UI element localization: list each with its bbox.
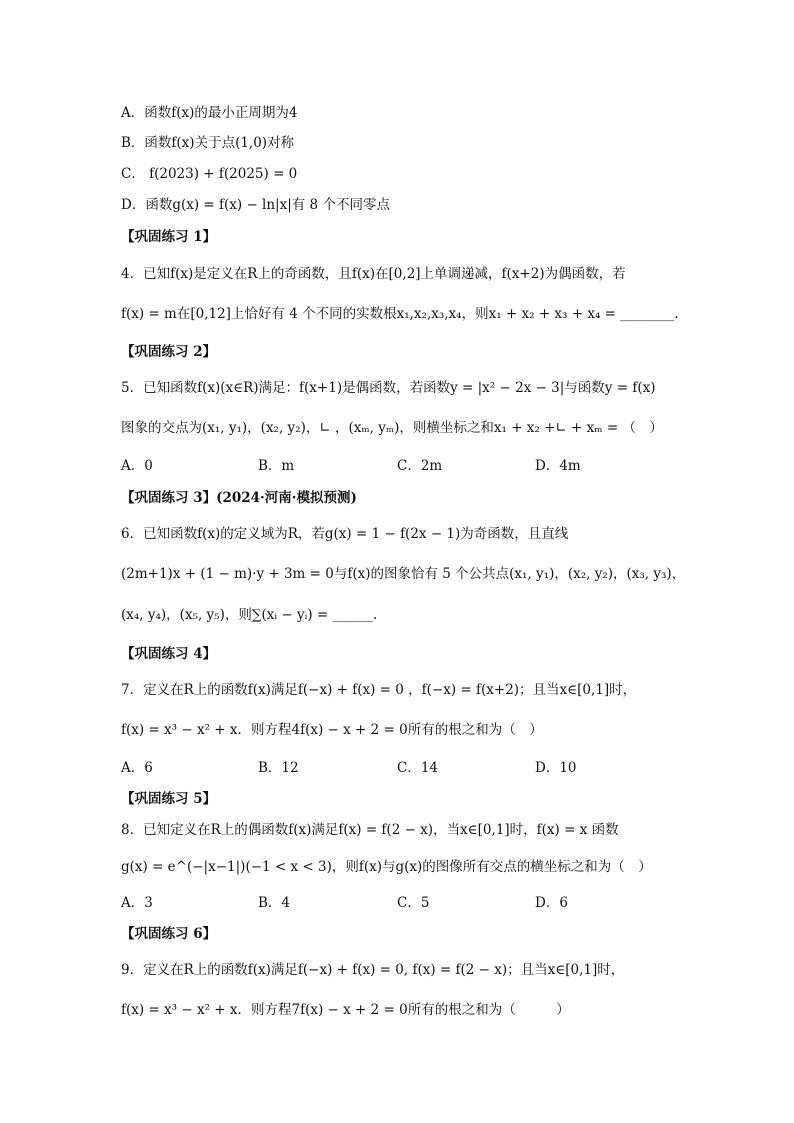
q8-option-b: B．4 bbox=[258, 895, 291, 911]
question-6-line-1: 6．已知函数f(x)的定义域为R，若g(x) = 1 − f(2x − 1)为奇函数，且直线 bbox=[121, 526, 569, 542]
question-5-line-2: 图象的交点为(x₁, y₁)，(x₂, y₂)，∟ ，(xₘ, yₘ)，则横坐标之和x₁ + x₂ +∟ + xₘ = （ ） bbox=[121, 420, 663, 436]
question-7-line-1: 7．定义在R上的函数f(x)满足f(−x) + f(x) = 0 ，f(−x) = f(x+2)；且当x∈[0,1]时， bbox=[121, 682, 637, 698]
q5-option-c: C．2m bbox=[397, 458, 443, 474]
question-8-line-2: g(x) = e^(−|x−1|)(−1 < x < 3)，则f(x)与g(x)的图像所有交点的横坐标之和为（ ） bbox=[121, 859, 652, 875]
question-6-line-3: (x₄, y₄)，(x₅, y₅)，则∑(xᵢ − yᵢ) = ______. bbox=[121, 607, 378, 623]
section-heading: 【巩固练习 6】 bbox=[121, 926, 217, 942]
q7-option-c: C．14 bbox=[397, 760, 439, 776]
q8-option-d: D．6 bbox=[535, 895, 568, 911]
section-heading: 【巩固练习 3】(2024·河南·模拟预测) bbox=[121, 490, 357, 506]
question-6-line-2: (2m+1)x + (1 − m)·y + 3m = 0与f(x)的图象恰有 5 个公共点(x₁, y₁)，(x₂, y₂)，(x₃, y₃)， bbox=[121, 566, 686, 582]
q8-option-c: C．5 bbox=[397, 895, 430, 911]
question-9-line-2: f(x) = x³ − x² + x．则方程7f(x) − x + 2 = 0所有的根之和为（ ） bbox=[121, 1002, 570, 1018]
choice-b: B．函数f(x)关于点(1,0)对称 bbox=[121, 135, 295, 151]
question-8-line-1: 8．已知定义在R上的偶函数f(x)满足f(x) = f(2 − x)，当x∈[0,1]时，f(x) = x 函数 bbox=[121, 822, 619, 838]
question-5-line-1: 5．已知函数f(x)(x∈R)满足：f(x+1)是偶函数，若函数y = |x² − 2x − 3|与函数y = f(x) bbox=[121, 380, 656, 396]
section-heading: 【巩固练习 1】 bbox=[121, 229, 217, 245]
question-4-line-2: f(x) = m在[0,12]上恰好有 4 个不同的实数根x₁,x₂,x₃,x₄，则x₁ + x₂ + x₃ + x₄ = ________. bbox=[121, 306, 679, 322]
q7-option-a: A．6 bbox=[121, 760, 153, 776]
q5-option-b: B．m bbox=[258, 458, 295, 474]
q5-option-a: A．0 bbox=[121, 458, 153, 474]
question-7-line-2: f(x) = x³ − x² + x．则方程4f(x) − x + 2 = 0所有的根之和为（ ） bbox=[121, 722, 543, 738]
q5-option-d: D．4m bbox=[535, 458, 581, 474]
question-4-line-1: 4．已知f(x)是定义在R上的奇函数，且f(x)在[0,2]上单调递减，f(x+2)为偶函数，若 bbox=[121, 266, 626, 282]
choice-c: C． f(2023) + f(2025) = 0 bbox=[121, 166, 298, 182]
question-9-line-1: 9．定义在R上的函数f(x)满足f(−x) + f(x) = 0, f(x) = f(2 − x)；且当x∈[0,1]时， bbox=[121, 962, 625, 978]
q7-option-b: B．12 bbox=[258, 760, 299, 776]
choice-d: D．函数g(x) = f(x) − ln|x|有 8 个不同零点 bbox=[121, 197, 390, 213]
section-heading: 【巩固练习 4】 bbox=[121, 646, 217, 662]
q8-option-a: A．3 bbox=[121, 895, 153, 911]
section-heading: 【巩固练习 5】 bbox=[121, 791, 217, 807]
choice-a: A．函数f(x)的最小正周期为4 bbox=[121, 105, 298, 121]
section-heading: 【巩固练习 2】 bbox=[121, 344, 217, 360]
q7-option-d: D．10 bbox=[535, 760, 577, 776]
